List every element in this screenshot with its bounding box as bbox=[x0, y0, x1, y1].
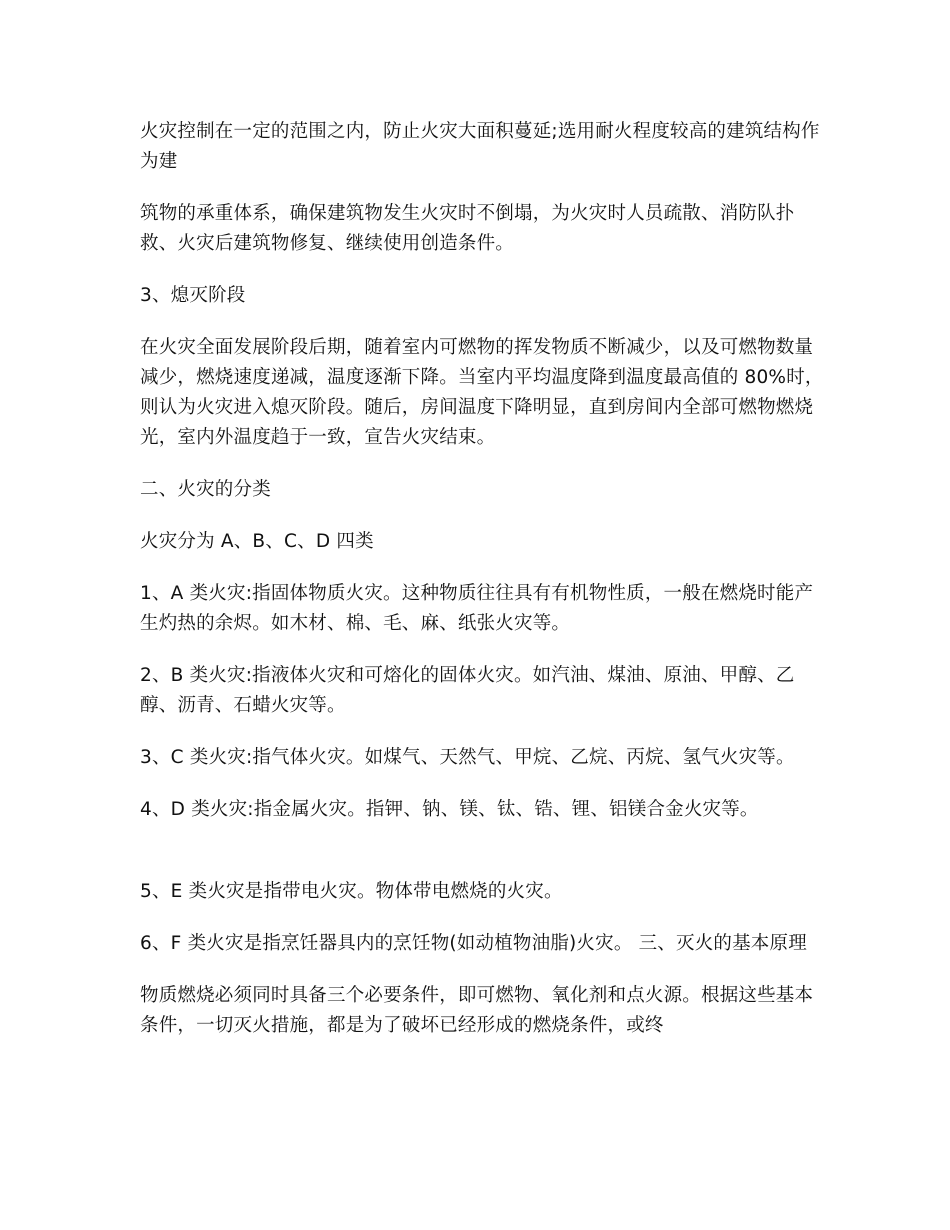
list-item-class-d: 4、D 类火灾:指金属火灾。指钾、钠、镁、钛、锆、锂、铝镁合金火灾等。 bbox=[140, 799, 759, 820]
section-heading-extinction-stage: 3、熄灭阶段 bbox=[140, 285, 246, 306]
list-item-class-a: 1、A 类火灾:指固体物质火灾。这种物质往往具有有机物性质，一般在燃烧时能产生灼热的余烬。如木材、棉、毛、麻、纸张火灾等。 bbox=[140, 583, 814, 634]
list-item-class-c: 3、C 类火灾:指气体火灾。如煤气、天然气、甲烷、乙烷、丙烷、氢气火灾等。 bbox=[140, 747, 795, 768]
list-item-class-f: 6、F 类火灾是指烹饪器具内的烹饪物(如动植物油脂)火灾。 三、灭火的基本原理 bbox=[140, 933, 807, 954]
paragraph-3: 在火灾全面发展阶段后期，随着室内可燃物的挥发物质不断减少，以及可燃物数量减少，燃烧速度递减，温度逐渐下降。当室内平均温度降到温度最高值的 80%时，则认为火灾进入熄灭阶段。随后，房间温度下降明显，直到房间内全部可燃物燃烧光，室内外温度趋于一致，宣告火灾结束。 bbox=[140, 337, 824, 448]
paragraph-2: 筑物的承重体系，确保建筑物发生火灾时不倒塌，为火灾时人员疏散、消防队扑救、火灾后建筑物修复、继续使用创造条件。 bbox=[140, 203, 795, 254]
paragraph-1: 火灾控制在一定的范围之内，防止火灾大面积蔓延;选用耐火程度较高的建筑结构作为建 bbox=[140, 121, 820, 172]
paragraph-5: 物质燃烧必须同时具备三个必要条件，即可燃物、氧化剂和点火源。根据这些基本条件，一切灭火措施，都是为了破坏已经形成的燃烧条件，或终 bbox=[140, 985, 814, 1036]
list-item-class-e: 5、E 类火灾是指带电火灾。物体带电燃烧的火灾。 bbox=[140, 881, 563, 902]
section-heading-fire-classification: 二、火灾的分类 bbox=[140, 479, 271, 500]
document-body bbox=[140, 117, 830, 1063]
paragraph-4: 火灾分为 A、B、C、D 四类 bbox=[140, 531, 374, 552]
list-item-class-b: 2、B 类火灾:指液体火灾和可熔化的固体火灾。如汽油、煤油、原油、甲醇、乙醇、沥青、石蜡火灾等。 bbox=[140, 665, 795, 716]
